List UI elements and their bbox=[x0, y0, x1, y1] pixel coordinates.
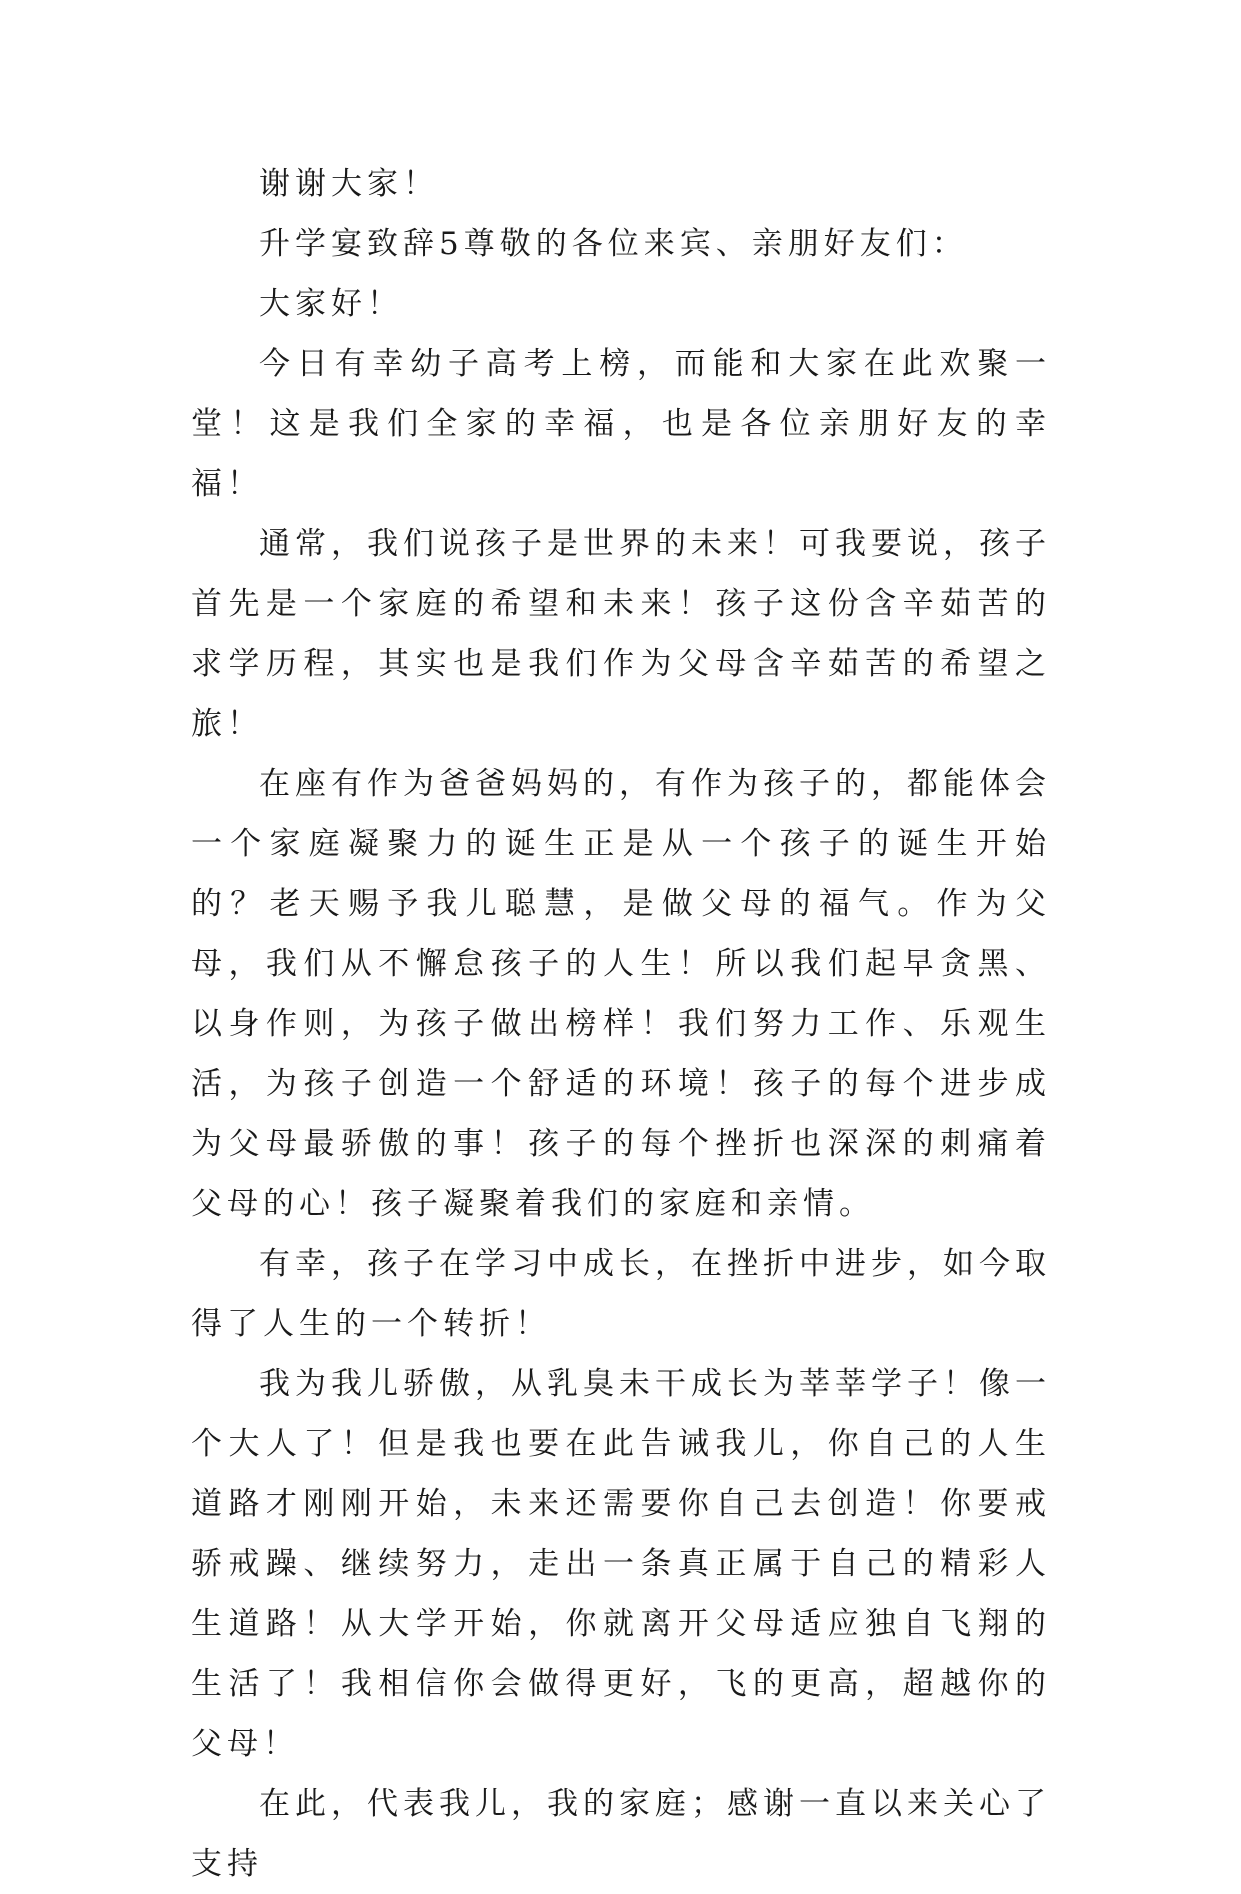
paragraph-turning-point: 有幸，孩子在学习中成长，在挫折中进步，如今取得了人生的一个转折！ bbox=[191, 1246, 1051, 1342]
paragraph-hello: 大家好！ bbox=[259, 286, 403, 322]
speech-text-body bbox=[191, 154, 1051, 1894]
paragraph-pride-and-advice: 我为我儿骄傲，从乳臭未干成长为莘莘学子！像一个大人了！但是我也要在此告诫我儿，你自己的人生道路才刚刚开始，未来还需要你自己去创造！你要戒骄戒躁、继续努力，走出一条真正属于自己的精彩人生道路！从大学开始，你就离开父母适应独自飞翔的生活了！我相信你会做得更好，飞的更高，超越你的父母！ bbox=[191, 1366, 1051, 1762]
paragraph-hope-of-family: 通常，我们说孩子是世界的未来！可我要说，孩子首先是一个家庭的希望和未来！孩子这份含辛茹苦的求学历程，其实也是我们作为父母含辛茹苦的希望之旅！ bbox=[191, 526, 1051, 742]
paragraph-thanks: 谢谢大家！ bbox=[259, 166, 439, 202]
paragraph-gratitude: 在此，代表我儿，我的家庭；感谢一直以来关心了支持 bbox=[191, 1786, 1051, 1882]
paragraph-speech-title-greeting: 升学宴致辞5尊敬的各位来宾、亲朋好友们： bbox=[259, 226, 968, 262]
paragraph-celebration: 今日有幸幼子高考上榜，而能和大家在此欢聚一堂！这是我们全家的幸福，也是各位亲朋好友的幸福！ bbox=[191, 346, 1051, 502]
paragraph-family-cohesion: 在座有作为爸爸妈妈的，有作为孩子的，都能体会一个家庭凝聚力的诞生正是从一个孩子的诞生开始的？老天赐予我儿聪慧，是做父母的福气。作为父母，我们从不懈怠孩子的人生！所以我们起早贪黑、以身作则，为孩子做出榜样！我们努力工作、乐观生活，为孩子创造一个舒适的环境！孩子的每个进步成为父母最骄傲的事！孩子的每个挫折也深深的刺痛着父母的心！孩子凝聚着我们的家庭和亲情。 bbox=[191, 766, 1051, 1222]
